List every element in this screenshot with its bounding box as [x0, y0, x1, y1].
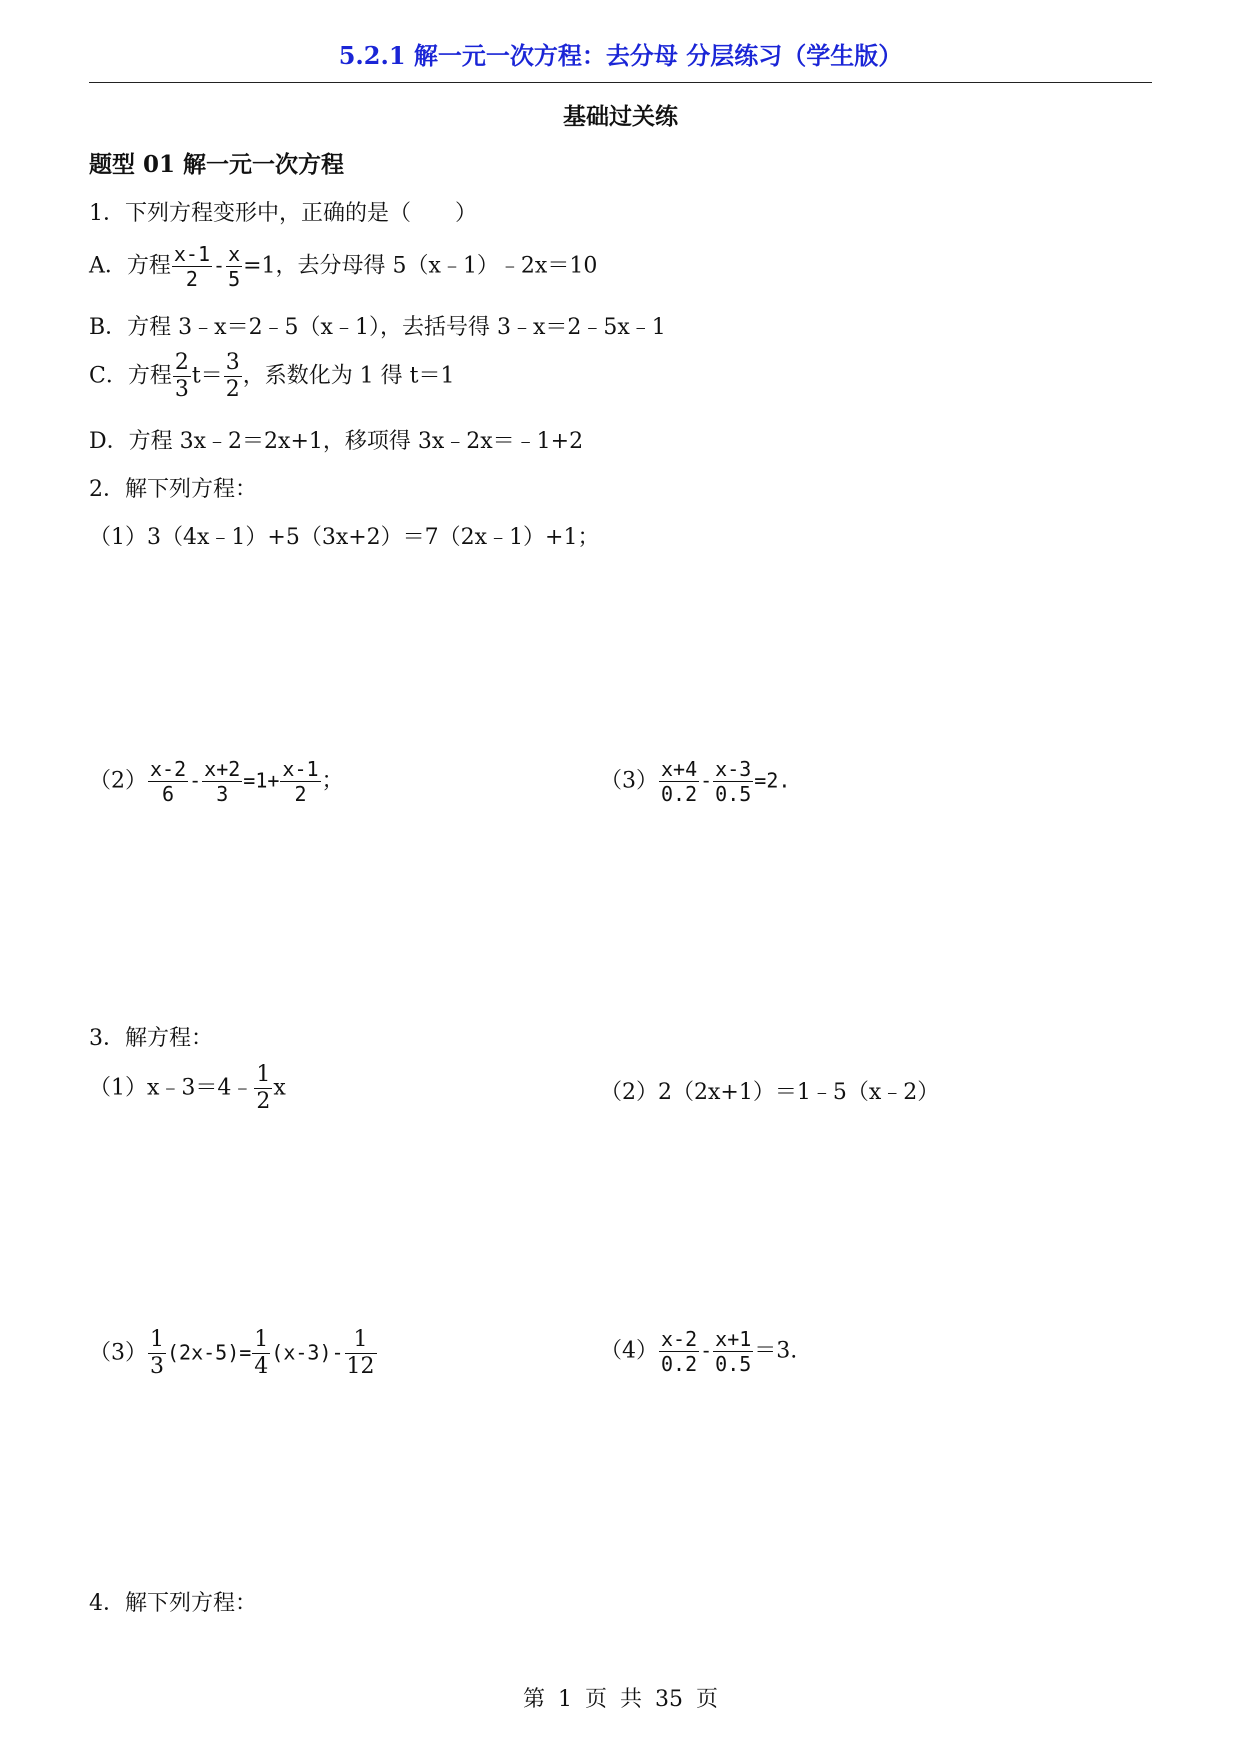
q3-p4-fraction-1	[659, 1329, 699, 1374]
q2-p3-fraction-2	[713, 759, 753, 804]
q1-a-fraction-2	[226, 244, 242, 289]
q1-c-mid: t＝	[191, 363, 223, 389]
q3-part-1	[89, 1064, 286, 1113]
numerator: x-2	[150, 757, 187, 781]
denominator: 2	[185, 267, 198, 291]
numerator: 1	[150, 1327, 164, 1352]
denominator: 3	[174, 377, 189, 402]
part-label: （3）	[600, 768, 658, 794]
page-number: 第 1 页 共 35 页	[523, 1687, 718, 1712]
numerator: x+2	[204, 757, 241, 781]
minus-sign: -	[700, 768, 713, 793]
denominator: 6	[162, 782, 175, 806]
q2-p2-fraction-3	[280, 759, 320, 804]
equation-end: ＝3.	[754, 1338, 798, 1364]
q2-p3-fraction-1	[659, 759, 699, 804]
q2-p2-fraction-1	[148, 759, 188, 804]
minus-sign: -	[700, 1338, 713, 1363]
q3-p1-fraction-1	[254, 1064, 272, 1113]
q3-stem: 3．解方程：	[89, 1026, 213, 1051]
denominator: 0.2	[661, 1352, 698, 1376]
minus-sign: -	[189, 768, 202, 793]
denominator: 4	[254, 1354, 269, 1379]
q1-option-a	[89, 244, 597, 289]
q1-c-fraction-1	[173, 352, 191, 401]
numerator: x-2	[661, 1327, 698, 1351]
q4-stem: 4．解下列方程：	[89, 1591, 257, 1616]
numerator: x-1	[173, 242, 211, 266]
part-label: （3）	[89, 1340, 147, 1366]
numerator: x	[228, 242, 241, 266]
q2-p2-fraction-2	[202, 759, 242, 804]
q3-part-2: （2）2（2x+1）＝1﹣5（x﹣2）	[600, 1080, 940, 1105]
q1-c-suffix: ，系数化为 1 得 t＝1	[242, 363, 455, 389]
denominator: 3	[150, 1354, 164, 1379]
numerator: 1	[254, 1327, 269, 1352]
denominator: 0.5	[715, 1352, 752, 1376]
q3-part-3	[89, 1329, 378, 1378]
q1-c-fraction-2	[224, 352, 242, 401]
denominator: 12	[346, 1354, 375, 1379]
minus-sign: -	[213, 253, 226, 278]
q2-part-3	[600, 759, 790, 804]
equation-mid: =1+	[243, 768, 280, 793]
equation-end: =2.	[754, 768, 791, 793]
q3-part-4	[600, 1329, 797, 1374]
part-label: （2）	[89, 768, 147, 794]
numerator: x+4	[661, 757, 698, 781]
q1-stem: 1．下列方程变形中，正确的是（ ）	[89, 201, 477, 226]
equation-end: ；	[321, 768, 344, 794]
type-heading: 题型 01 解一元一次方程	[89, 151, 345, 178]
q1-a-fraction-1	[172, 244, 212, 289]
equation-end: x	[273, 1075, 286, 1101]
denominator: 0.5	[715, 782, 752, 806]
q1-c-prefix: C．方程	[89, 363, 172, 389]
q2-part-1: （1）3（4x﹣1）+5（3x+2）＝7（2x﹣1）+1；	[89, 525, 600, 550]
equation-text: （1）x﹣3＝4﹣	[89, 1075, 254, 1101]
numerator: 1	[345, 1329, 377, 1354]
q3-p3-fraction-3	[345, 1329, 377, 1378]
document-title: 5.2.1 解一元一次方程：去分母 分层练习（学生版）	[338, 41, 903, 70]
q3-p3-fraction-1	[148, 1329, 166, 1378]
numerator: x-3	[715, 757, 752, 781]
denominator: 2	[256, 1089, 271, 1114]
equation-part-a: (2x-5)=	[167, 1340, 252, 1365]
denominator: 0.2	[661, 782, 698, 806]
section-heading: 基础过关练	[563, 103, 678, 130]
q3-p4-fraction-2	[713, 1329, 753, 1374]
q3-p3-fraction-2	[252, 1329, 270, 1378]
equation-part-b: (x-3)-	[271, 1340, 344, 1365]
q1-option-b: B．方程 3﹣x＝2﹣5（x﹣1），去括号得 3﹣x＝2﹣5x﹣1	[89, 315, 666, 340]
header-rule	[89, 82, 1152, 83]
numerator: 1	[256, 1062, 271, 1087]
q2-part-2	[89, 759, 344, 804]
part-label: （4）	[600, 1338, 658, 1364]
q1-option-d: D．方程 3x﹣2＝2x+1，移项得 3x﹣2x＝﹣1+2	[89, 429, 584, 454]
q1-a-prefix: A．方程	[89, 253, 171, 279]
denominator: 3	[216, 782, 229, 806]
numerator: x-1	[282, 757, 319, 781]
denominator: 2	[294, 782, 307, 806]
denominator: 5	[228, 267, 241, 291]
q2-stem: 2．解下列方程：	[89, 477, 257, 502]
numerator: 2	[174, 350, 189, 375]
denominator: 2	[225, 377, 240, 402]
q1-a-suffix: =1，去分母得 5（x﹣1）﹣2x＝10	[243, 253, 598, 279]
numerator: x+1	[715, 1327, 752, 1351]
numerator: 3	[225, 350, 240, 375]
q1-option-c	[89, 352, 455, 401]
